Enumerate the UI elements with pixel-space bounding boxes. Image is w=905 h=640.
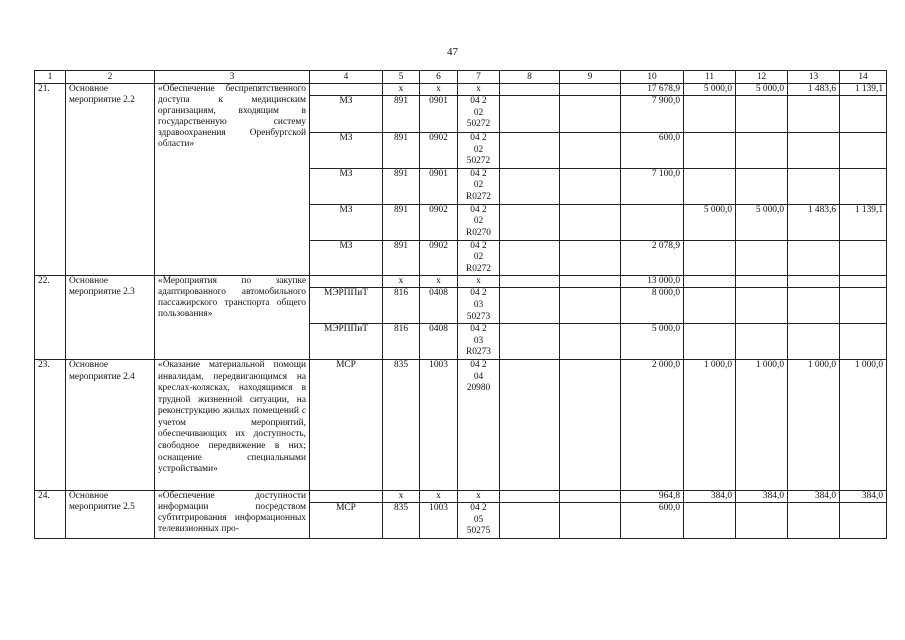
- row-number: 22.: [35, 276, 66, 360]
- cell-c14: [840, 240, 887, 276]
- cell-c14: [840, 276, 887, 288]
- cell-c12: 384,0: [736, 490, 788, 502]
- cell-c6: 0902: [420, 133, 458, 169]
- cell-c10: 7 100,0: [621, 168, 684, 204]
- cell-c4: МСР: [310, 359, 383, 490]
- cell-c14: [840, 133, 887, 169]
- cell-c12: [736, 324, 788, 360]
- cell-c7: х: [458, 84, 500, 96]
- cell-c10: 600,0: [621, 133, 684, 169]
- row-number: 23.: [35, 359, 66, 490]
- cell-c11: 5 000,0: [684, 204, 736, 240]
- cell-c4: [310, 84, 383, 96]
- cell-c6: х: [420, 84, 458, 96]
- cell-c12: [736, 276, 788, 288]
- cell-c5: 835: [383, 359, 420, 490]
- cell-c13: 1 000,0: [788, 359, 840, 490]
- cell-c12: [736, 168, 788, 204]
- cell-c8: [500, 490, 560, 502]
- cell-c4: МЗ: [310, 168, 383, 204]
- activity-description: «Мероприятия по закупке адаптированного автомобильного пассажирского транспорта общего пользования»: [155, 276, 310, 360]
- cell-c10: 13 000,0: [621, 276, 684, 288]
- cell-c6: 0408: [420, 324, 458, 360]
- cell-c7: 04 2 02 50272: [458, 96, 500, 133]
- cell-c11: [684, 133, 736, 169]
- cell-c7: 04 2 02 R0272: [458, 240, 500, 276]
- cell-c12: 5 000,0: [736, 84, 788, 96]
- cell-c5: 835: [383, 502, 420, 538]
- cell-c5: х: [383, 490, 420, 502]
- cell-c13: 384,0: [788, 490, 840, 502]
- cell-c7: 04 2 05 50275: [458, 502, 500, 538]
- header-cell: 1: [35, 71, 66, 84]
- cell-c14: [840, 288, 887, 324]
- cell-c4: МЭРППиТ: [310, 324, 383, 360]
- cell-c4: [310, 276, 383, 288]
- cell-c4: МЗ: [310, 240, 383, 276]
- cell-c13: [788, 276, 840, 288]
- cell-c11: 1 000,0: [684, 359, 736, 490]
- cell-c8: [500, 84, 560, 96]
- cell-c11: [684, 502, 736, 538]
- cell-c9: [560, 204, 621, 240]
- cell-c7: 04 2 02 R0270: [458, 204, 500, 240]
- cell-c12: [736, 133, 788, 169]
- cell-c4: МЗ: [310, 204, 383, 240]
- cell-c10: 5 000,0: [621, 324, 684, 360]
- cell-c4: МЗ: [310, 96, 383, 133]
- cell-c13: 1 483,6: [788, 84, 840, 96]
- activity-name: Основное мероприятие 2.4: [66, 359, 155, 490]
- cell-c10: 8 000,0: [621, 288, 684, 324]
- cell-c12: [736, 502, 788, 538]
- cell-c7: 04 2 03 R0273: [458, 324, 500, 360]
- cell-c11: [684, 276, 736, 288]
- header-cell: 8: [500, 71, 560, 84]
- cell-c7: х: [458, 276, 500, 288]
- cell-c5: 891: [383, 204, 420, 240]
- cell-c6: 0902: [420, 204, 458, 240]
- cell-c13: [788, 502, 840, 538]
- cell-c8: [500, 168, 560, 204]
- table-row-total: [35, 84, 887, 96]
- activity-name: Основное мероприятие 2.2: [66, 84, 155, 276]
- cell-c14: [840, 324, 887, 360]
- cell-c7: 04 2 04 20980: [458, 359, 500, 490]
- cell-c14: [840, 168, 887, 204]
- cell-c14: 384,0: [840, 490, 887, 502]
- cell-c10: 7 900,0: [621, 96, 684, 133]
- cell-c9: [560, 96, 621, 133]
- cell-c14: 1 139,1: [840, 84, 887, 96]
- header-cell: 11: [684, 71, 736, 84]
- cell-c8: [500, 288, 560, 324]
- cell-c6: 0901: [420, 168, 458, 204]
- cell-c7: 04 2 02 R0272: [458, 168, 500, 204]
- cell-c8: [500, 204, 560, 240]
- cell-c9: [560, 276, 621, 288]
- cell-c13: 1 483,6: [788, 204, 840, 240]
- cell-c8: [500, 96, 560, 133]
- cell-c12: 5 000,0: [736, 204, 788, 240]
- cell-c7: 04 2 02 50272: [458, 133, 500, 169]
- cell-c13: [788, 240, 840, 276]
- cell-c6: х: [420, 276, 458, 288]
- cell-c4: МСР: [310, 502, 383, 538]
- header-cell: 14: [840, 71, 887, 84]
- header-cell: 9: [560, 71, 621, 84]
- cell-c14: [840, 96, 887, 133]
- cell-c9: [560, 502, 621, 538]
- header-cell: 3: [155, 71, 310, 84]
- cell-c5: х: [383, 276, 420, 288]
- table-row: [35, 359, 887, 490]
- cell-c14: [840, 502, 887, 538]
- cell-c9: [560, 240, 621, 276]
- cell-c5: х: [383, 84, 420, 96]
- cell-c14: 1 139,1: [840, 204, 887, 240]
- header-cell: 12: [736, 71, 788, 84]
- activity-name: Основное мероприятие 2.3: [66, 276, 155, 360]
- cell-c6: х: [420, 490, 458, 502]
- header-cell: 10: [621, 71, 684, 84]
- page-number: 47: [447, 46, 458, 58]
- cell-c10: 964,8: [621, 490, 684, 502]
- table-row-total: [35, 276, 887, 288]
- cell-c9: [560, 359, 621, 490]
- cell-c9: [560, 288, 621, 324]
- row-number: 21.: [35, 84, 66, 276]
- cell-c9: [560, 490, 621, 502]
- cell-c5: 816: [383, 324, 420, 360]
- cell-c9: [560, 84, 621, 96]
- header-cell: 6: [420, 71, 458, 84]
- cell-c8: [500, 359, 560, 490]
- header-cell: 5: [383, 71, 420, 84]
- activity-description: «Оказание материальной помощи инвалидам, передвигающимся на креслах-колясках, находящимся в трудной жизненной ситуации, на реконструкцию жилых помещений с учетом мероприятий, обеспечивающих их доступность, свободное передвижение в них; оснащение специальными устройствами»: [155, 359, 310, 490]
- cell-c11: [684, 240, 736, 276]
- cell-c6: 1003: [420, 502, 458, 538]
- cell-c10: 2 000,0: [621, 359, 684, 490]
- cell-c5: 891: [383, 168, 420, 204]
- header-cell: 13: [788, 71, 840, 84]
- cell-c11: 384,0: [684, 490, 736, 502]
- cell-c5: 891: [383, 240, 420, 276]
- cell-c10: 600,0: [621, 502, 684, 538]
- row-number: 24.: [35, 490, 66, 538]
- header-row: [35, 71, 887, 84]
- cell-c8: [500, 133, 560, 169]
- cell-c12: 1 000,0: [736, 359, 788, 490]
- cell-c12: [736, 240, 788, 276]
- cell-c11: 5 000,0: [684, 84, 736, 96]
- cell-c13: [788, 96, 840, 133]
- header-cell: 7: [458, 71, 500, 84]
- header-cell: 2: [66, 71, 155, 84]
- cell-c11: [684, 288, 736, 324]
- cell-c8: [500, 502, 560, 538]
- cell-c12: [736, 96, 788, 133]
- cell-c5: 891: [383, 96, 420, 133]
- cell-c14: 1 000,0: [840, 359, 887, 490]
- cell-c10: [621, 204, 684, 240]
- cell-c8: [500, 324, 560, 360]
- cell-c13: [788, 133, 840, 169]
- cell-c7: х: [458, 490, 500, 502]
- cell-c9: [560, 168, 621, 204]
- cell-c4: [310, 490, 383, 502]
- cell-c4: МЗ: [310, 133, 383, 169]
- cell-c8: [500, 276, 560, 288]
- cell-c9: [560, 324, 621, 360]
- cell-c7: 04 2 03 50273: [458, 288, 500, 324]
- activity-description: «Обеспечение беспрепятственного доступа к медицинским организациям, входящим в государственную систему здравоохранения Оренбургской области»: [155, 84, 310, 276]
- cell-c6: 0901: [420, 96, 458, 133]
- activity-name: Основное мероприятие 2.5: [66, 490, 155, 538]
- cell-c8: [500, 240, 560, 276]
- cell-c10: 17 678,9: [621, 84, 684, 96]
- cell-c13: [788, 324, 840, 360]
- header-cell: 4: [310, 71, 383, 84]
- budget-table: [34, 70, 887, 539]
- cell-c5: 816: [383, 288, 420, 324]
- cell-c9: [560, 133, 621, 169]
- cell-c6: 1003: [420, 359, 458, 490]
- cell-c11: [684, 324, 736, 360]
- cell-c6: 0408: [420, 288, 458, 324]
- cell-c6: 0902: [420, 240, 458, 276]
- cell-c12: [736, 288, 788, 324]
- cell-c5: 891: [383, 133, 420, 169]
- cell-c13: [788, 288, 840, 324]
- activity-description: «Обеспечение доступности информации посредством субтитрирования информационных телевизионных про-: [155, 490, 310, 538]
- cell-c11: [684, 168, 736, 204]
- cell-c11: [684, 96, 736, 133]
- cell-c10: 2 078,9: [621, 240, 684, 276]
- table-row-total: [35, 490, 887, 502]
- cell-c4: МЭРППиТ: [310, 288, 383, 324]
- cell-c13: [788, 168, 840, 204]
